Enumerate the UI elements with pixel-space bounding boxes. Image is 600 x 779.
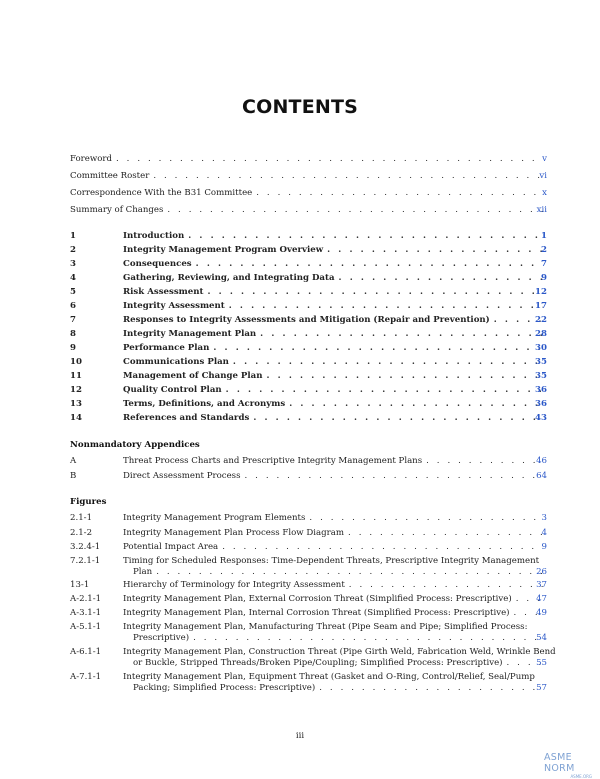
toc-page-link[interactable]: 26 bbox=[536, 567, 547, 577]
figure-number: A-7.1-1 bbox=[70, 672, 102, 682]
figure-number: 13-1 bbox=[70, 580, 90, 590]
figure-number: 7.2.1-1 bbox=[70, 556, 101, 566]
toc-chapter-11[interactable] bbox=[70, 371, 547, 382]
dot-leader bbox=[256, 188, 543, 199]
dot-leader bbox=[253, 413, 543, 424]
toc-page-link[interactable]: 3 bbox=[541, 513, 547, 523]
toc-chapter-14[interactable] bbox=[70, 413, 547, 424]
toc-page-link[interactable]: 9 bbox=[541, 542, 547, 552]
chapter-number: 12 bbox=[70, 385, 82, 395]
toc-entry-label: Summary of Changes bbox=[70, 205, 164, 215]
toc-entry-label: Foreword bbox=[70, 154, 112, 164]
toc-page-link[interactable]: 64 bbox=[536, 471, 547, 481]
dot-leader bbox=[245, 471, 543, 482]
toc-page-link[interactable]: 49 bbox=[536, 608, 547, 618]
figure-number: 2.1-1 bbox=[70, 513, 93, 523]
toc-chapter-4[interactable] bbox=[70, 273, 547, 284]
figure-title-line: Packing; Simplified Process: Prescriptive) bbox=[133, 683, 316, 693]
toc-page-link[interactable]: 28 bbox=[535, 329, 547, 339]
figure-title-line: Prescriptive) bbox=[133, 633, 190, 643]
toc-figure-a-7-1-1[interactable] bbox=[70, 672, 547, 694]
figure-title: Potential Impact Area bbox=[123, 542, 219, 552]
appendices-heading: Nonmandatory Appendices bbox=[70, 440, 200, 450]
toc-entry-correspondence[interactable] bbox=[70, 188, 547, 199]
watermark-logo bbox=[544, 752, 598, 779]
toc-entry-summary-of-changes[interactable] bbox=[70, 205, 547, 216]
toc-figure-a-3-1-1[interactable] bbox=[70, 608, 547, 619]
figure-title: Integrity Management Plan, External Corrosion Threat (Simplified Process: Prescriptive) bbox=[123, 594, 512, 604]
toc-entry-label: Committee Roster bbox=[70, 171, 150, 181]
chapter-title: Integrity Management Plan bbox=[123, 329, 257, 339]
toc-figure-7-2-1-1[interactable] bbox=[70, 556, 547, 578]
dot-leader bbox=[196, 259, 543, 270]
toc-chapter-9[interactable] bbox=[70, 343, 547, 354]
chapter-number: 14 bbox=[70, 413, 82, 423]
toc-page-link[interactable]: v bbox=[542, 154, 547, 164]
figure-title-line: or Buckle, Stripped Threads/Broken Pipe/Coupling; Simplified Process: Prescriptive) bbox=[133, 658, 503, 668]
figure-number: 3.2.4-1 bbox=[70, 542, 101, 552]
toc-page-link[interactable]: 1 bbox=[541, 231, 547, 241]
chapter-title: Integrity Assessment bbox=[123, 301, 225, 311]
toc-chapter-2[interactable] bbox=[70, 245, 547, 256]
chapter-number: 11 bbox=[70, 371, 82, 381]
chapter-number: 9 bbox=[70, 343, 76, 353]
toc-chapter-12[interactable] bbox=[70, 385, 547, 396]
chapter-title: Integrity Management Program Overview bbox=[123, 245, 324, 255]
figure-title: Hierarchy of Terminology for Integrity Assessment bbox=[123, 580, 345, 590]
dot-leader bbox=[207, 287, 543, 298]
watermark-subtext: ASME.ORG bbox=[570, 774, 592, 779]
dot-leader bbox=[309, 513, 543, 524]
figure-number: A-6.1-1 bbox=[70, 647, 102, 657]
toc-page-link[interactable]: 2 bbox=[541, 245, 547, 255]
toc-entry-foreword[interactable] bbox=[70, 154, 547, 165]
toc-entry-committee-roster[interactable] bbox=[70, 171, 547, 182]
figure-number: A-2.1-1 bbox=[70, 594, 102, 604]
toc-page-link[interactable]: 9 bbox=[541, 273, 547, 283]
toc-figure-a-2-1-1[interactable] bbox=[70, 594, 547, 605]
page-title: CONTENTS bbox=[241, 96, 359, 118]
figure-title-line: Timing for Scheduled Responses: Time-Dependent Threats, Prescriptive Integrity Management bbox=[123, 556, 540, 566]
toc-page-link[interactable]: 12 bbox=[535, 287, 547, 297]
figure-title: Integrity Management Plan, Internal Corrosion Threat (Simplified Process: Prescriptive) bbox=[123, 608, 510, 618]
dot-leader bbox=[226, 385, 543, 396]
chapter-number: 13 bbox=[70, 399, 82, 409]
chapter-title: Responses to Integrity Assessments and Mitigation (Repair and Prevention) bbox=[123, 315, 490, 325]
figure-title-line: Integrity Management Plan, Construction Threat (Pipe Girth Weld, Fabrication Weld, Wrinkle Bend bbox=[123, 647, 556, 657]
figure-title-line: Integrity Management Plan, Manufacturing Threat (Pipe Seam and Pipe; Simplified Process: bbox=[123, 622, 528, 632]
figure-title-line: Plan bbox=[133, 567, 153, 577]
toc-chapter-10[interactable] bbox=[70, 357, 547, 368]
chapter-title: Gathering, Reviewing, and Integrating Data bbox=[123, 273, 335, 283]
toc-page-link[interactable]: 43 bbox=[535, 413, 547, 423]
toc-entry-label: Correspondence With the B31 Committee bbox=[70, 188, 253, 198]
chapter-number: 3 bbox=[70, 259, 76, 269]
toc-chapter-6[interactable] bbox=[70, 301, 547, 312]
figure-title-line: Integrity Management Plan, Equipment Threat (Gasket and O-Ring, Control/Relief, Seal/Pump bbox=[123, 672, 535, 682]
toc-page-link[interactable]: 47 bbox=[536, 594, 547, 604]
toc-appendix-a[interactable] bbox=[70, 456, 547, 467]
appendix-title: Threat Process Charts and Prescriptive Integrity Management Plans bbox=[123, 456, 423, 466]
toc-page-link[interactable]: 4 bbox=[541, 528, 547, 538]
toc-figure-2-1-2[interactable] bbox=[70, 528, 547, 539]
toc-figure-a-5-1-1[interactable] bbox=[70, 622, 547, 644]
figure-number: A-5.1-1 bbox=[70, 622, 102, 632]
chapter-number: 7 bbox=[70, 315, 76, 325]
figure-title: Integrity Management Program Elements bbox=[123, 513, 306, 523]
toc-page-link[interactable]: 46 bbox=[536, 456, 547, 466]
chapter-title: References and Standards bbox=[123, 413, 250, 423]
chapter-title: Consequences bbox=[123, 259, 192, 269]
appendix-letter: B bbox=[70, 471, 77, 481]
dot-leader bbox=[153, 171, 543, 182]
chapter-title: Management of Change Plan bbox=[123, 371, 263, 381]
toc-page-link[interactable]: 36 bbox=[535, 385, 547, 395]
figure-number: 2.1-2 bbox=[70, 528, 93, 538]
chapter-number: 6 bbox=[70, 301, 76, 311]
appendix-letter: A bbox=[70, 456, 77, 466]
toc-page-link[interactable]: 37 bbox=[536, 580, 547, 590]
dot-leader bbox=[193, 633, 543, 644]
dot-leader bbox=[348, 528, 543, 539]
toc-page-link[interactable]: 22 bbox=[535, 315, 547, 325]
toc-page-link[interactable]: 35 bbox=[535, 371, 547, 381]
dot-leader bbox=[266, 371, 543, 382]
chapter-number: 10 bbox=[70, 357, 82, 367]
toc-page-link[interactable]: x bbox=[542, 188, 547, 198]
chapter-title: Risk Assessment bbox=[123, 287, 204, 297]
toc-page-link[interactable]: 36 bbox=[535, 399, 547, 409]
dot-leader bbox=[289, 399, 543, 410]
toc-page-link[interactable]: xii bbox=[536, 205, 547, 215]
chapter-title: Communications Plan bbox=[123, 357, 229, 367]
toc-page-link[interactable]: 7 bbox=[541, 259, 547, 269]
dot-leader bbox=[167, 205, 543, 216]
toc-chapter-1[interactable] bbox=[70, 231, 547, 242]
dot-leader bbox=[222, 542, 543, 553]
appendix-title: Direct Assessment Process bbox=[123, 471, 241, 481]
toc-page-link[interactable]: 30 bbox=[535, 343, 547, 353]
toc-chapter-5[interactable] bbox=[70, 287, 547, 298]
dot-leader bbox=[229, 301, 543, 312]
page-number: iii bbox=[295, 731, 305, 741]
dot-leader bbox=[319, 683, 543, 694]
chapter-title: Performance Plan bbox=[123, 343, 210, 353]
chapter-number: 1 bbox=[70, 231, 76, 241]
toc-page-link[interactable]: 55 bbox=[536, 658, 547, 668]
figure-number: A-3.1-1 bbox=[70, 608, 102, 618]
figures-heading: Figures bbox=[70, 497, 107, 507]
chapter-title: Quality Control Plan bbox=[123, 385, 222, 395]
dot-leader bbox=[188, 231, 543, 242]
toc-chapter-3[interactable] bbox=[70, 259, 547, 270]
toc-page-link[interactable]: 54 bbox=[536, 633, 547, 643]
chapter-number: 2 bbox=[70, 245, 76, 255]
dot-leader bbox=[349, 580, 543, 591]
dot-leader bbox=[233, 357, 543, 368]
toc-page-link[interactable]: 17 bbox=[535, 301, 547, 311]
dot-leader bbox=[260, 329, 543, 340]
toc-figure-2-1-1[interactable] bbox=[70, 513, 547, 524]
chapter-number: 5 bbox=[70, 287, 76, 297]
dot-leader bbox=[213, 343, 543, 354]
toc-figure-a-6-1-1[interactable] bbox=[70, 647, 556, 669]
dot-leader bbox=[156, 567, 543, 578]
chapter-number: 4 bbox=[70, 273, 76, 283]
toc-figure-13-1[interactable] bbox=[70, 580, 547, 591]
toc-chapter-8[interactable] bbox=[70, 329, 547, 340]
toc-page-link[interactable]: 57 bbox=[536, 683, 547, 693]
dot-leader bbox=[116, 154, 543, 165]
toc-page-link[interactable]: 35 bbox=[535, 357, 547, 367]
toc-appendix-b[interactable] bbox=[70, 471, 547, 482]
chapter-title: Terms, Definitions, and Acronyms bbox=[123, 399, 286, 409]
toc-chapter-13[interactable] bbox=[70, 399, 547, 410]
chapter-number: 8 bbox=[70, 329, 76, 339]
dot-leader bbox=[339, 273, 543, 284]
toc-page-link[interactable]: vi bbox=[539, 171, 547, 181]
figure-title: Integrity Management Plan Process Flow Diagram bbox=[123, 528, 345, 538]
toc-figure-3-2-4-1[interactable] bbox=[70, 542, 547, 553]
dot-leader bbox=[327, 245, 543, 256]
watermark-text: ASME NORM bbox=[544, 752, 575, 774]
toc-chapter-7[interactable] bbox=[70, 315, 547, 326]
chapter-title: Introduction bbox=[123, 231, 185, 241]
